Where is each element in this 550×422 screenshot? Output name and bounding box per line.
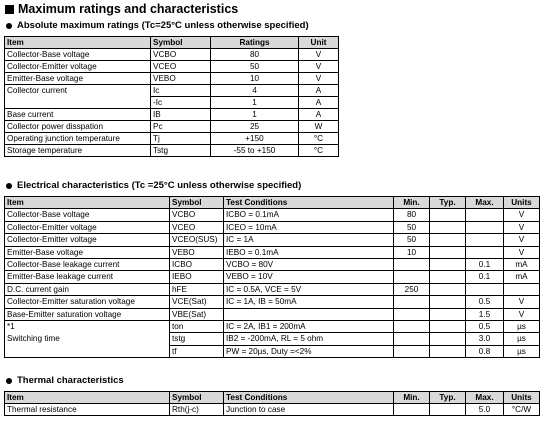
table-row <box>5 271 540 283</box>
table-cell: V <box>504 308 540 320</box>
table-cell: Collector-Emitter voltage <box>5 221 170 233</box>
table-cell: °C <box>299 145 339 157</box>
table-row <box>5 209 540 221</box>
table-cell: 0.1 <box>466 271 504 283</box>
column-header: Symbol <box>151 37 211 49</box>
table-cell: -55 to +150 <box>211 145 299 157</box>
table-cell: V <box>504 234 540 246</box>
table-cell <box>430 221 466 233</box>
table-cell: Emitter-Base leakage current <box>5 271 170 283</box>
table-row <box>5 133 339 145</box>
table-cell: Collector-Base voltage <box>5 209 170 221</box>
table-row <box>5 97 339 109</box>
table-cell: Tstg <box>151 145 211 157</box>
table-cell <box>394 345 430 357</box>
table-cell: Collector-Base leakage current <box>5 259 170 271</box>
table-cell: Emitter-Base voltage <box>5 246 170 258</box>
table-cell: Operating junction temperature <box>5 133 151 145</box>
table-row <box>5 259 540 271</box>
table-cell: IC = 1A, IB = 50mA <box>224 296 394 308</box>
table-cell <box>466 221 504 233</box>
abs-max-heading-text: Absolute maximum ratings (Tc=25°C unless otherwise specified) <box>17 20 309 31</box>
table-cell: VCEO <box>170 221 224 233</box>
table-row <box>5 121 339 133</box>
table-cell: µs <box>504 345 540 357</box>
table-cell: 10 <box>211 73 299 85</box>
table-cell: Junction to case <box>224 404 394 416</box>
table-cell: 50 <box>394 234 430 246</box>
table-row <box>5 246 540 258</box>
table-cell: Pc <box>151 121 211 133</box>
table-row <box>5 321 540 333</box>
table-cell: 0.5 <box>466 296 504 308</box>
table-header-row <box>5 197 540 209</box>
table-cell <box>394 404 430 416</box>
table-cell: V <box>504 296 540 308</box>
table-cell <box>430 333 466 345</box>
table-cell <box>5 97 151 109</box>
table-cell <box>430 296 466 308</box>
table-cell <box>224 308 394 320</box>
table-cell: IB2 = -200mA, RL = 5 ohm <box>224 333 394 345</box>
table-cell: 1 <box>211 109 299 121</box>
table-cell <box>430 259 466 271</box>
table-cell: Base current <box>5 109 151 121</box>
thermal-table <box>4 391 540 416</box>
thermal-heading-text: Thermal characteristics <box>17 375 124 386</box>
column-header: Max. <box>466 392 504 404</box>
table-cell: IC = 2A, IB1 = 200mA <box>224 321 394 333</box>
table-cell: IB <box>151 109 211 121</box>
table-cell: D.C. current gain <box>5 283 170 295</box>
table-cell <box>394 321 430 333</box>
table-cell: Base-Emitter saturation voltage <box>5 308 170 320</box>
table-cell: 0.1 <box>466 259 504 271</box>
table-cell: A <box>299 97 339 109</box>
table-row <box>5 283 540 295</box>
table-row <box>5 85 339 97</box>
table-cell: Ic <box>151 85 211 97</box>
table-row <box>5 49 339 61</box>
table-cell: Emitter-Base voltage <box>5 73 151 85</box>
table-cell: A <box>299 109 339 121</box>
table-cell: hFE <box>170 283 224 295</box>
table-cell: V <box>299 49 339 61</box>
table-cell: V <box>504 246 540 258</box>
table-cell: ICEO = 10mA <box>224 221 394 233</box>
table-cell <box>394 259 430 271</box>
table-cell <box>466 246 504 258</box>
table-row <box>5 145 339 157</box>
table-cell <box>430 234 466 246</box>
column-header: Item <box>5 197 170 209</box>
column-header: Symbol <box>170 197 224 209</box>
table-cell: 80 <box>211 49 299 61</box>
table-cell: µs <box>504 333 540 345</box>
table-cell: Collector-Base voltage <box>5 49 151 61</box>
table-cell: °C/W <box>504 404 540 416</box>
table-cell <box>466 234 504 246</box>
bullet-icon <box>6 378 12 384</box>
table-cell: Rth(j-c) <box>170 404 224 416</box>
table-cell: +150 <box>211 133 299 145</box>
column-header: Test Conditions <box>224 392 394 404</box>
table-cell: Collector current <box>7 86 68 96</box>
table-cell: V <box>504 221 540 233</box>
table-cell: 50 <box>211 61 299 73</box>
table-row <box>5 221 540 233</box>
bullet-icon <box>6 183 12 189</box>
page-title-text: Maximum ratings and characteristics <box>18 2 239 16</box>
table-cell: VEBO <box>151 73 211 85</box>
table-cell: 1 <box>211 97 299 109</box>
table-cell: Tj <box>151 133 211 145</box>
table-row <box>5 333 540 345</box>
table-cell: µs <box>504 321 540 333</box>
table-cell: PW = 20µs, Duty =<2% <box>224 345 394 357</box>
table-cell <box>430 308 466 320</box>
table-cell: mA <box>504 271 540 283</box>
table-cell: IEBO <box>170 271 224 283</box>
table-cell: tstg <box>170 333 224 345</box>
table-cell: 5.0 <box>466 404 504 416</box>
table-cell: W <box>299 121 339 133</box>
table-cell <box>430 404 466 416</box>
table-cell: Collector-Emitter voltage <box>5 234 170 246</box>
elec-heading-text: Electrical characteristics (Tc =25°C unless otherwise specified) <box>17 180 302 191</box>
thermal-heading <box>6 375 124 386</box>
table-cell: ICBO <box>170 259 224 271</box>
table-cell <box>430 271 466 283</box>
column-header: Ratings <box>211 37 299 49</box>
table-cell: Switching time <box>7 334 60 344</box>
table-cell: 25 <box>211 121 299 133</box>
table-cell: IEBO = 0.1mA <box>224 246 394 258</box>
elec-heading <box>6 180 301 191</box>
table-cell: A <box>299 85 339 97</box>
column-header: Item <box>5 392 170 404</box>
abs-max-body <box>5 49 339 157</box>
abs-max-table <box>4 36 339 157</box>
table-cell: Collector power disspation <box>5 121 151 133</box>
table-cell: VCBO <box>151 49 211 61</box>
table-cell <box>430 209 466 221</box>
column-header: Min. <box>394 197 430 209</box>
thermal-body <box>5 404 540 416</box>
table-cell <box>394 308 430 320</box>
column-header: Min. <box>394 392 430 404</box>
table-cell: VCBO <box>170 209 224 221</box>
column-header: Typ. <box>430 197 466 209</box>
table-cell: 3.0 <box>466 333 504 345</box>
table-header-row <box>5 392 540 404</box>
table-header-row <box>5 37 339 49</box>
table-cell: ICBO = 0.1mA <box>224 209 394 221</box>
column-header: Max. <box>466 197 504 209</box>
table-cell <box>466 209 504 221</box>
table-cell: *1 <box>7 322 15 332</box>
table-cell <box>5 345 170 357</box>
table-cell <box>430 246 466 258</box>
table-cell: VEBO = 10V <box>224 271 394 283</box>
elec-body <box>5 209 540 358</box>
column-header: Unit <box>299 37 339 49</box>
table-row <box>5 234 540 246</box>
table-cell: V <box>504 209 540 221</box>
column-header: Symbol <box>170 392 224 404</box>
table-cell: 0.8 <box>466 345 504 357</box>
column-header: Typ. <box>430 392 466 404</box>
table-cell: ton <box>170 321 224 333</box>
table-cell: VCEO(SUS) <box>170 234 224 246</box>
table-cell <box>394 271 430 283</box>
table-cell: VBE(Sat) <box>170 308 224 320</box>
table-cell: 10 <box>394 246 430 258</box>
table-cell: 1.5 <box>466 308 504 320</box>
table-cell: VCBO = 80V <box>224 259 394 271</box>
table-cell: Thermal resistance <box>7 405 77 414</box>
elec-table <box>4 196 540 358</box>
table-cell: 250 <box>394 283 430 295</box>
table-cell: V <box>299 73 339 85</box>
table-cell: 4 <box>211 85 299 97</box>
abs-max-heading <box>6 20 309 31</box>
table-cell: Storage temperature <box>5 145 151 157</box>
table-cell: VCEO <box>151 61 211 73</box>
table-cell: Collector-Emitter saturation voltage <box>5 296 170 308</box>
table-cell: tf <box>170 345 224 357</box>
table-cell <box>430 321 466 333</box>
column-header: Item <box>5 37 151 49</box>
table-cell <box>430 345 466 357</box>
table-cell: IC = 1A <box>224 234 394 246</box>
table-cell: 0.5 <box>466 321 504 333</box>
square-bullet-icon <box>5 5 14 14</box>
column-header: Units <box>504 392 540 404</box>
table-cell: 50 <box>394 221 430 233</box>
column-header: Test Conditions <box>224 197 394 209</box>
table-row <box>5 345 540 357</box>
table-cell: °C <box>299 133 339 145</box>
table-cell: Collector-Emitter voltage <box>5 61 151 73</box>
table-cell <box>394 333 430 345</box>
table-cell: 80 <box>394 209 430 221</box>
table-cell: VEBO <box>170 246 224 258</box>
table-cell <box>394 296 430 308</box>
table-row <box>5 109 339 121</box>
table-cell: V <box>299 61 339 73</box>
table-row <box>5 61 339 73</box>
page-title <box>5 2 238 16</box>
table-row <box>5 73 339 85</box>
table-cell <box>430 283 466 295</box>
column-header: Units <box>504 197 540 209</box>
table-row <box>5 404 540 416</box>
table-cell <box>504 283 540 295</box>
table-row <box>5 296 540 308</box>
table-cell: -Ic <box>151 97 211 109</box>
table-cell: mA <box>504 259 540 271</box>
bullet-icon <box>6 23 12 29</box>
table-row <box>5 308 540 320</box>
table-cell: IC = 0.5A, VCE = 5V <box>224 283 394 295</box>
table-cell: VCE(Sat) <box>170 296 224 308</box>
table-cell <box>466 283 504 295</box>
